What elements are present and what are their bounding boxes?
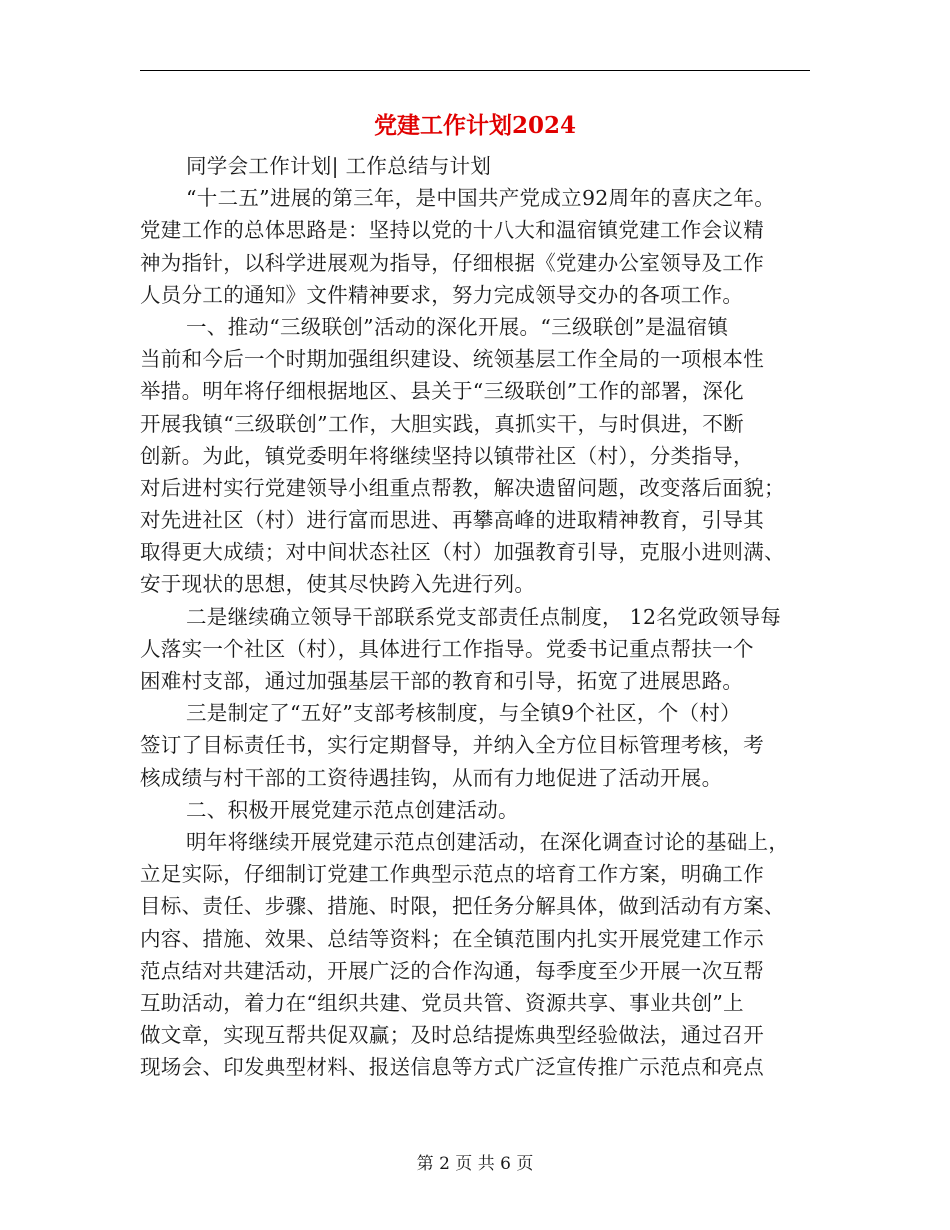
body-line: 核成绩与村干部的工资待遇挂钩，从而有力地促进了活动开展。 <box>140 765 723 790</box>
body-line: 对先进社区（村）进行富而思进、再攀高峰的进取精神教育，引导其 <box>140 508 764 533</box>
body-line: 范点结对共建活动，开展广泛的合作沟通，每季度至少开展一次互帮 <box>140 958 764 983</box>
body-line: 举措。明年将仔细根据地区、县关于“三级联创”工作的部署，深化 <box>140 379 744 404</box>
body-line: “十二五”进展的第三年，是中国共产党成立92周年的喜庆之年。 <box>186 186 776 211</box>
body-line: 现场会、印发典型材料、报送信息等方式广泛宣传推广示范点和亮点 <box>140 1055 764 1080</box>
body-line: 开展我镇“三级联创”工作，大胆实践，真抓实干，与时俱进，不断 <box>140 411 744 436</box>
body-line: 三是制定了“五好”支部考核制度，与全镇9个社区，个（村） <box>186 701 741 726</box>
body-line: 一、推动“三级联创”活动的深化开展。“三级联创”是温宿镇 <box>186 314 729 339</box>
body-line: 二、积极开展党建示范点创建活动。 <box>186 797 519 822</box>
body-line: 神为指针，以科学进展观为指导，仔细根据《党建办公室领导及工作 <box>140 250 764 275</box>
body-line: 党建工作的总体思路是：坚持以党的十八大和温宿镇党建工作会议精 <box>140 218 764 243</box>
header-rule <box>140 70 810 71</box>
body-line: 签订了目标责任书，实行定期督导，并纳入全方位目标管理考核，考 <box>140 733 764 758</box>
body-line: 明年将继续开展党建示范点创建活动，在深化调查讨论的基础上， <box>186 829 790 854</box>
body-line: 安于现状的思想，使其尽快跨入先进行列。 <box>140 572 536 597</box>
body-line: 同学会工作计划| 工作总结与计划 <box>186 154 492 178</box>
page-number-footer: 第 2 页 共 6 页 <box>416 1154 534 1174</box>
body-line: 互助活动，着力在“组织共建、党员共管、资源共享、事业共创”上 <box>140 990 744 1015</box>
body-line: 立足实际，仔细制订党建工作典型示范点的培育工作方案，明确工作 <box>140 862 764 887</box>
body-line: 创新。为此，镇党委明年将继续坚持以镇带社区（村），分类指导， <box>140 443 754 468</box>
body-line: 取得更大成绩；对中间状态社区（村）加强教育引导，克服小进则满、 <box>140 540 785 565</box>
document-body <box>140 150 820 1083</box>
body-line: 困难村支部，通过加强基层干部的教育和引导，拓宽了进展思路。 <box>140 669 744 693</box>
body-line: 内容、措施、效果、总结等资料；在全镇范围内扎实开展党建工作示 <box>140 926 764 951</box>
body-line: 做文章，实现互帮共促双赢；及时总结提炼典型经验做法，通过召开 <box>140 1023 764 1048</box>
body-line: 目标、责任、步骤、措施、时限，把任务分解具体，做到活动有方案、 <box>140 894 785 919</box>
body-line: 人落实一个社区（村），具体进行工作指导。党委书记重点帮扶一个 <box>140 636 754 661</box>
body-line: 对后进村实行党建领导小组重点帮教，解决遗留问题，改变落后面貌； <box>140 475 785 500</box>
body-line: 当前和今后一个时期加强组织建设、统领基层工作全局的一项根本性 <box>140 347 764 372</box>
document-title: 党建工作计划2024 <box>373 112 576 139</box>
body-line: 人员分工的通知》文件精神要求，努力完成领导交办的各项工作。 <box>140 282 744 307</box>
body-line: 二是继续确立领导干部联系党支部责任点制度， 12名党政领导每 <box>186 604 782 629</box>
